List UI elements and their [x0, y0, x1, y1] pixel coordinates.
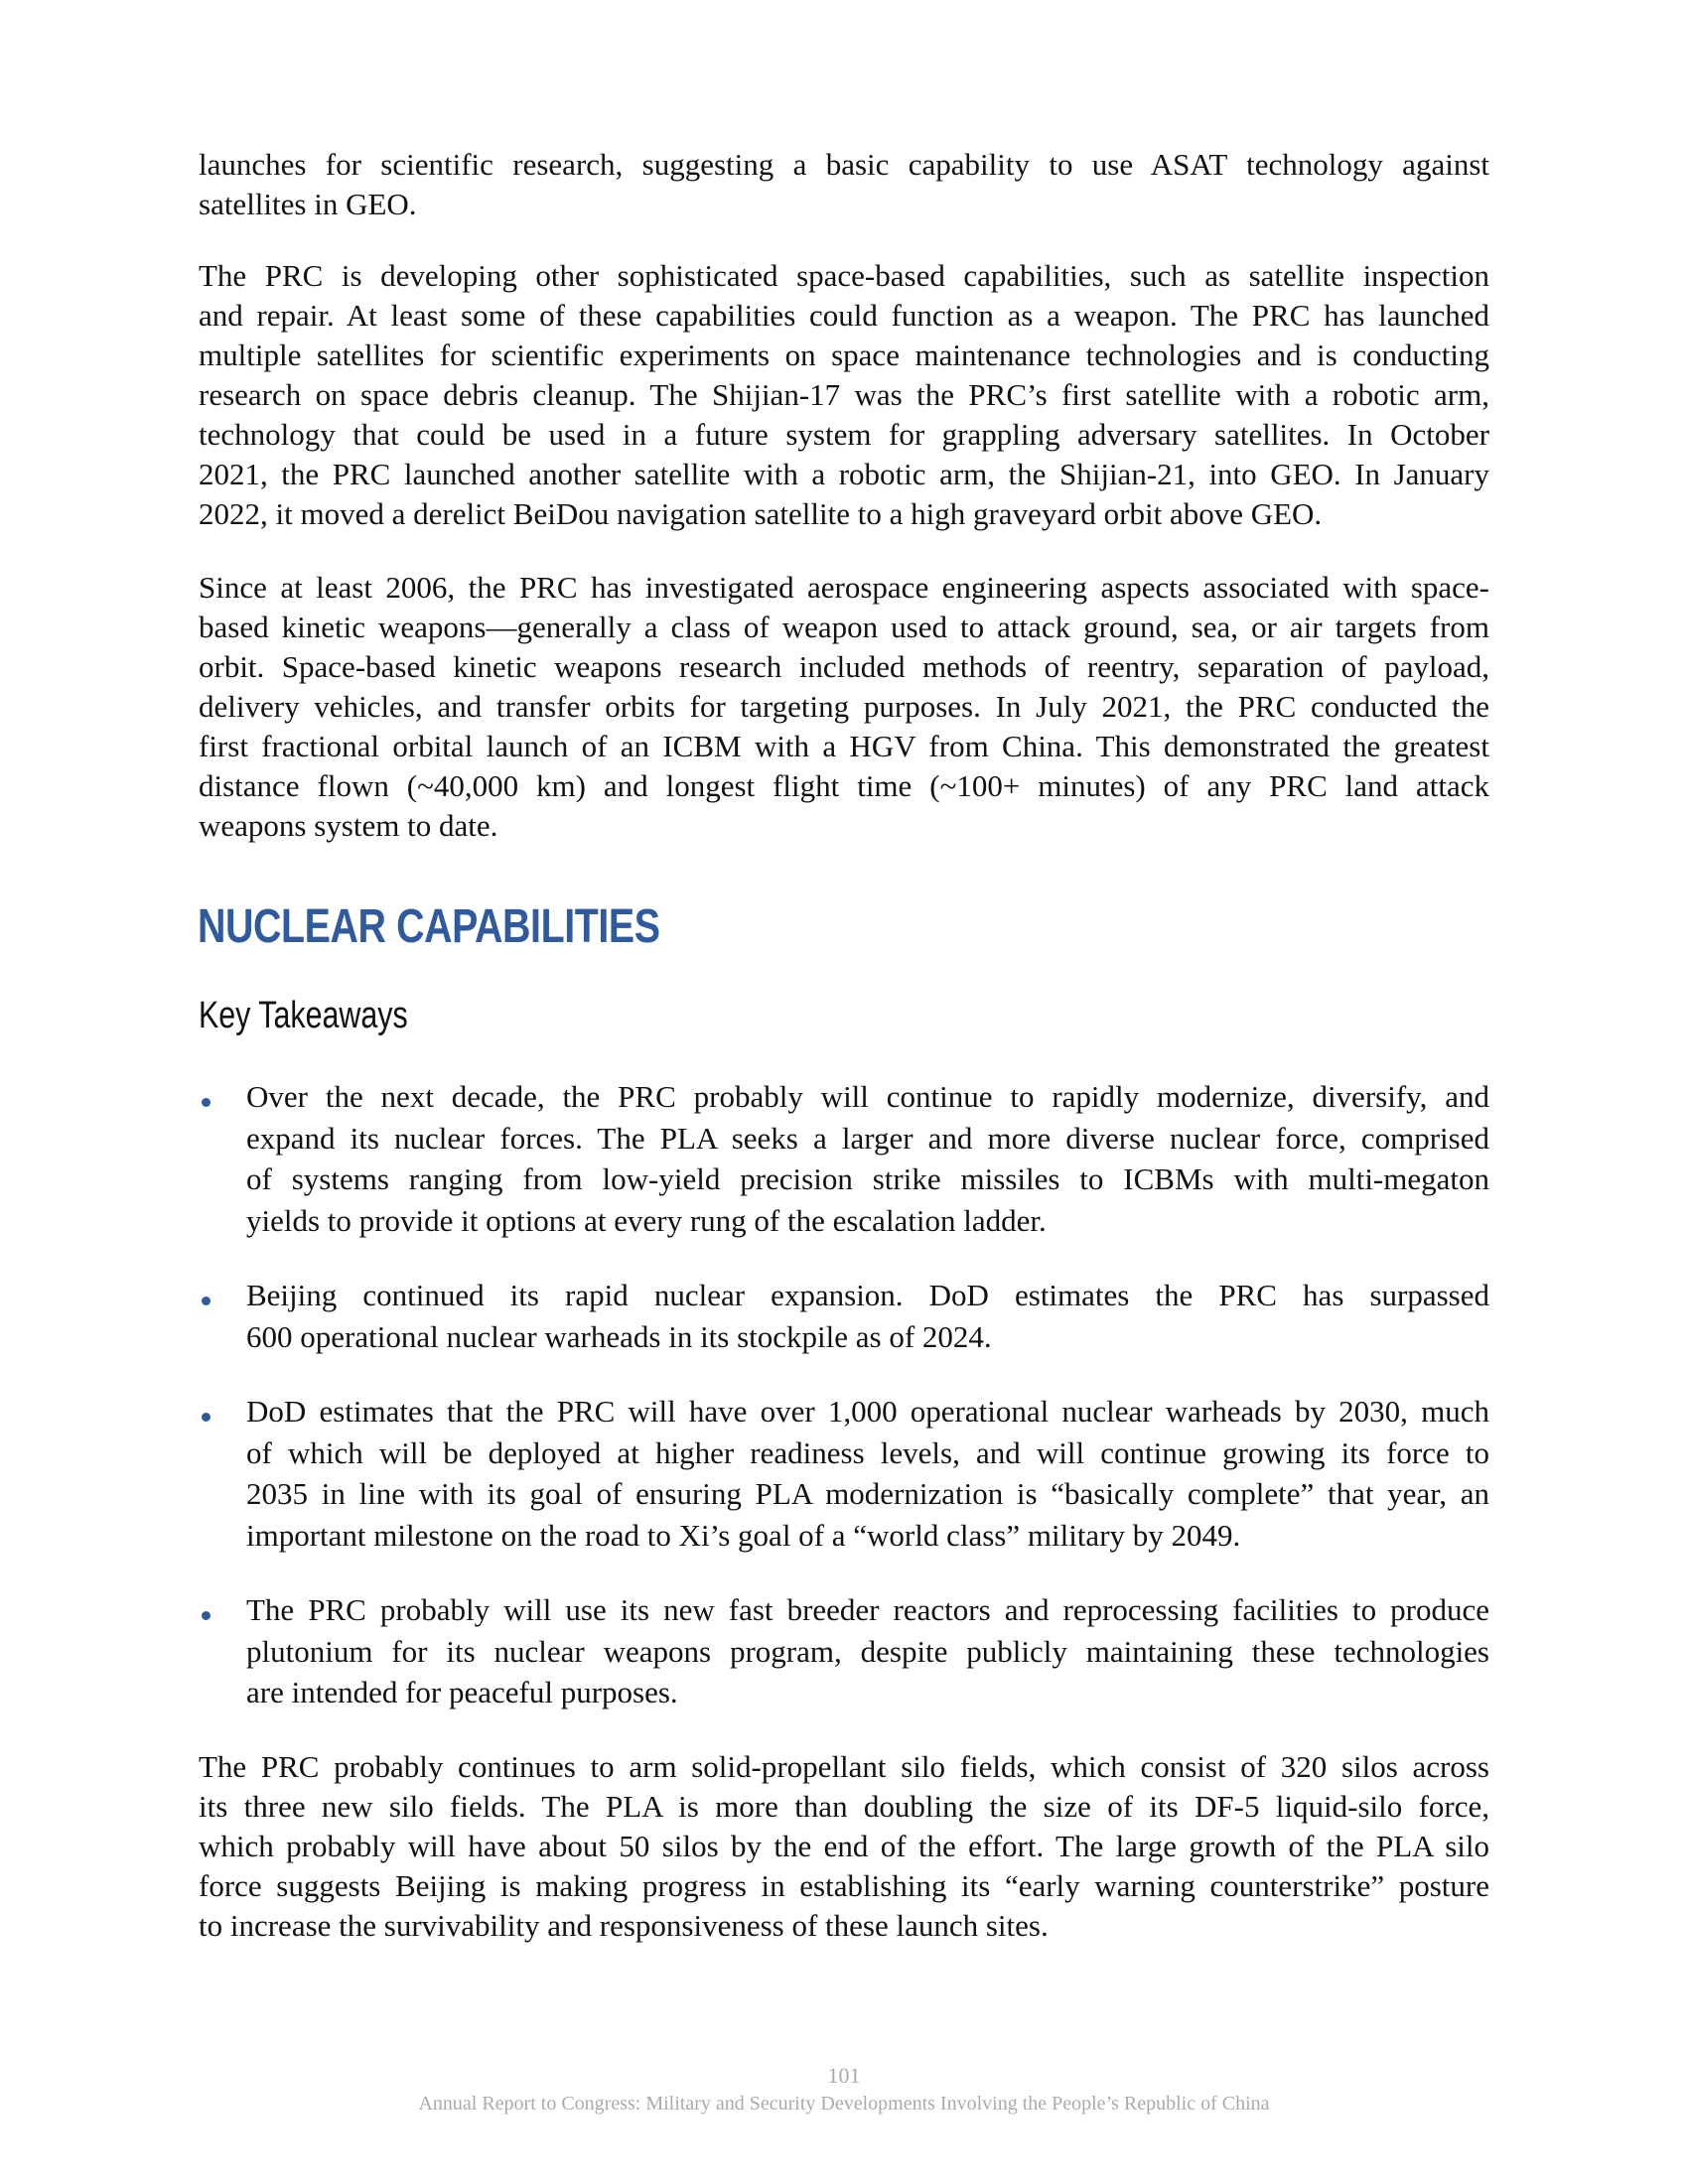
text-line: 2021, the PRC launched another satellite with a robotic arm, the Shijian-21, into GEO. In January	[199, 457, 1489, 491]
text-line: Since at least 2006, the PRC has investigated aerospace engineering aspects associated with space-	[199, 570, 1489, 605]
text-line: 600 operational nuclear warheads in its stockpile as of 2024.	[246, 1318, 992, 1354]
text-line: to increase the survivability and responsiveness of these launch sites.	[199, 1908, 1049, 1943]
text-line: research on space debris cleanup. The Shijian-17 was the PRC’s first satellite with a robotic arm,	[199, 377, 1489, 412]
text-line: technology that could be used in a future system for grappling adversary satellites. In October	[199, 417, 1489, 452]
text-line: Over the next decade, the PRC probably will continue to rapidly modernize, diversify, and	[246, 1079, 1489, 1114]
text-line: first fractional orbital launch of an ICBM with a HGV from China. This demonstrated the greatest	[199, 729, 1489, 763]
text-line: delivery vehicles, and transfer orbits for targeting purposes. In July 2021, the PRC conducted the	[199, 689, 1489, 724]
footer-report-title: Annual Report to Congress: Military and Security Developments Involving the People’s Republic of China	[418, 2093, 1270, 2115]
section-title: NUCLEAR CAPABILITIES	[198, 900, 660, 953]
text-line: Beijing continued its rapid nuclear expansion. DoD estimates the PRC has surpassed	[246, 1278, 1489, 1312]
text-line: satellites in GEO.	[199, 187, 417, 221]
bullet-text	[246, 1275, 1489, 1357]
text-line: are intended for peaceful purposes.	[246, 1675, 678, 1709]
text-line: plutonium for its nuclear weapons program, despite publicly maintaining these technologies	[246, 1633, 1489, 1669]
text-line: multiple satellites for scientific experiments on space maintenance technologies and is conducting	[199, 338, 1489, 372]
text-line: force suggests Beijing is making progress in establishing its “early warning counterstrike” posture	[199, 1868, 1489, 1903]
body-paragraph-2	[199, 256, 1489, 534]
text-line: which probably will have about 50 silos by the end of the effort. The large growth of the PLA silo	[199, 1829, 1489, 1863]
text-line: launches for scientific research, suggesting a basic capability to use ASAT technology against	[199, 147, 1489, 182]
body-paragraph-4	[199, 1747, 1489, 1946]
bullet-text	[246, 1076, 1489, 1241]
text-line: yields to provide it options at every rung of the escalation ladder.	[246, 1202, 1047, 1238]
body-paragraph-1	[199, 145, 1489, 224]
text-line: weapons system to date.	[199, 808, 498, 843]
text-line: distance flown (~40,000 km) and longest flight time (~100+ minutes) of any PRC land attack	[199, 768, 1489, 803]
text-line: its three new silo fields. The PLA is more than doubling the size of its DF-5 liquid-silo force,	[199, 1789, 1489, 1824]
text-line: expand its nuclear forces. The PLA seeks a larger and more diverse nuclear force, comprised	[246, 1120, 1489, 1156]
text-line: orbit. Space-based kinetic weapons research included methods of reentry, separation of payload,	[199, 649, 1489, 684]
text-line: based kinetic weapons—generally a class of weapon used to attack ground, sea, or air targets from	[199, 610, 1489, 644]
page-number: 101	[827, 2063, 861, 2088]
bullet-icon	[202, 1413, 211, 1422]
text-line: The PRC is developing other sophisticated space-based capabilities, such as satellite inspection	[199, 258, 1489, 293]
text-line: of which will be deployed at higher readiness levels, and will continue growing its force to	[246, 1434, 1489, 1470]
bullet-icon	[202, 1098, 211, 1107]
text-line: DoD estimates that the PRC will have over 1,000 operational nuclear warheads by 2030, much	[246, 1394, 1489, 1429]
text-line: important milestone on the road to Xi’s goal of a “world class” military by 2049.	[246, 1517, 1241, 1553]
bullet-text	[246, 1589, 1489, 1713]
section-subtitle: Key Takeaways	[199, 995, 408, 1036]
bullet-text	[246, 1391, 1489, 1556]
bullet-icon	[202, 1611, 211, 1620]
bullet-icon	[202, 1297, 211, 1305]
text-line: The PRC probably continues to arm solid-propellant silo fields, which consist of 320 silos across	[199, 1749, 1489, 1784]
text-line: of systems ranging from low-yield precision strike missiles to ICBMs with multi-megaton	[246, 1161, 1489, 1196]
text-line: 2022, it moved a derelict BeiDou navigation satellite to a high graveyard orbit above GEO.	[199, 496, 1323, 531]
text-line: The PRC probably will use its new fast breeder reactors and reprocessing facilities to produce	[246, 1592, 1489, 1627]
body-paragraph-3	[199, 568, 1489, 846]
text-line: and repair. At least some of these capabilities could function as a weapon. The PRC has launched	[199, 298, 1489, 333]
text-line: 2035 in line with its goal of ensuring PLA modernization is “basically complete” that year, an	[246, 1476, 1489, 1511]
